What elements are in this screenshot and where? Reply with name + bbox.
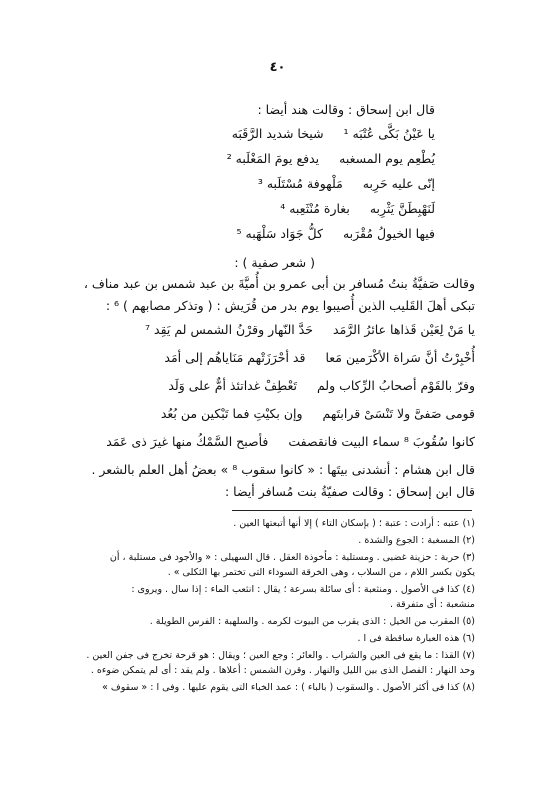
footnote-line: (٣) حربة : حزينة غضبى . ومستلبة : مأخوذة العقل . قال السهيلى : « والأجود فى مستلبة ، أن <box>109 552 475 563</box>
verse-right-hemistich: قومى صَفىَّ ولا تَنْسَىْ قرابتَهم <box>322 406 475 421</box>
poem-1-verse <box>258 176 435 192</box>
verse-left-hemistich: كلُّ جَوَاد سَلْهَبه ⁵ <box>236 226 323 241</box>
verse-right-hemistich: أُخْبِرْتُ أنَّ سَراة الأكْرَمين مَعا <box>325 350 475 365</box>
verse-right-hemistich: فيها الخيولُ مُقْرَبه <box>342 226 435 241</box>
verse-left-hemistich: يدفع يومَ المَغْلَبه ² <box>226 151 320 166</box>
verse-right-hemistich: إنّى عليه حَرِبه <box>362 176 435 191</box>
verse-left-hemistich: بغارة مُنْثَعِبه ⁴ <box>280 201 350 216</box>
footnote-line: (٤) كذا فى الأصول . ومنثعبة : أى سائلة بسرعة ؛ يقال : انثعب الماء : إذا سال . ويروى : <box>131 584 475 595</box>
verse-right-hemistich: يا عَيْنُ بَكَّى عُتْبَه ¹ <box>343 126 435 141</box>
poem-1-verse <box>227 151 435 167</box>
verse-right-hemistich: يُطْعِم يوم المسغبه <box>339 151 435 166</box>
verse-left-hemistich: قد أحْرَزَتْهم مَنَاياهُم إلى أمَد <box>164 350 306 365</box>
prose-line: وقالت صَفيَّةُ بنتُ مُسافر بن أبى عمرو بن أُميَّةَ بن عبد شمس بن عبد مناف ، <box>83 276 475 291</box>
poem-1-verse <box>280 201 435 217</box>
footnote-line: (٥) المقرب من الخيل : الذى يقرب من البيوت لكرمه . والسلهبة : الفرس الطويلة . <box>149 616 475 627</box>
footnote-line: (٧) القذا : ما يقع فى العين والشراب . والعائر : وجع العين ؛ ويقال : هو قرحة تخرج فى جفن العين . <box>86 650 475 661</box>
poem-2-verse <box>164 350 475 366</box>
page-number: ٤٠ <box>269 60 286 75</box>
verse-right-hemistich: وفرّ بالقَوْم أصحابُ الرِّكاب ولم <box>316 378 475 393</box>
footnote-line: (١) عتبه : أرادت : عتبة ؛ ( بإسكان التاء ) إلا أنها أتبعتها العين . <box>233 518 475 529</box>
prose-line: قال ابن هشام : أنشدنى بيتَها : « كانوا سقوب ⁸ » بعضُ أهل العلم بالشعر . <box>91 462 475 477</box>
prose-line: تبكى أهلَ القَليب الذين أُصيبوا يوم بدر من قُرَيش : ( وتذكر مصابهم ) ⁶ : <box>105 298 475 313</box>
footnote-line: (٨) كذا فى أكثر الأصول . والسقوب ( بالباء ) : عمد الخباء التى يقوم عليها . وفى ا : « سقوف » <box>102 682 475 693</box>
prose-line: قال ابن إسحاق : وقالت صفيّةُ بنت مُسافر أيضا : <box>224 484 475 499</box>
verse-right-hemistich: لَنَهْبِطَنَّ يَثْرِبه <box>369 201 435 216</box>
poem-2-verse <box>145 322 475 338</box>
verse-left-hemistich: مَلْهوفة مُسْتَلَبه ³ <box>257 176 343 191</box>
section-title: ( شعر صفية ) : <box>234 255 315 270</box>
footnote-line: (٦) هذه العبارة ساقطة فى ا . <box>357 633 475 644</box>
footnote-divider <box>232 510 472 511</box>
intro-line: قال ابن إسحاق : وقالت هند أيضا : <box>257 102 435 117</box>
verse-left-hemistich: شيخا شديد الرَّقَبَه <box>231 126 324 141</box>
poem-2-verse <box>106 434 475 450</box>
poem-2-verse <box>168 378 475 394</box>
poem-2-verse <box>161 406 475 422</box>
poem-1-verse <box>237 226 435 242</box>
poem-1-verse <box>232 126 435 142</box>
verse-left-hemistich: تَعْطِفْ غداتئذ أمٌّ على وَلَد <box>168 378 297 393</box>
footnote-line: منشعبة : أى متفرقة . <box>390 599 475 610</box>
verse-left-hemistich: وإن بكيْتِ فما تَبْكين من بُعُد <box>160 406 303 421</box>
footnote-line: يكون بكسر اللام ، من السلاب ، وهى الخرقة السوداء التى تختمر بها الثكلى » . <box>167 567 475 578</box>
verse-left-hemistich: فأصبح السَّمْكُ منها غيرَ ذى عَمَد <box>106 434 269 449</box>
verse-right-hemistich: يا مَنْ لِعَيْن قَذاها عائرُ الرَّمَد <box>333 322 475 337</box>
footnote-line: وحد النهار : الفصل الذى بين الليل والنهار . وقرن الشمس : أعلاها . ولم يقد : أى لم يتمكن ضوءه . <box>90 665 475 676</box>
verse-right-hemistich: كانوا سُقُوبَ ⁸ سماء البيت فانقصفت <box>288 434 475 449</box>
footnote-line: (٢) المسغبة : الجوع والشدة . <box>358 535 475 546</box>
verse-left-hemistich: حَدَّ النّهار وقرْنُ الشمس لم يَقِد ⁷ <box>145 322 314 337</box>
